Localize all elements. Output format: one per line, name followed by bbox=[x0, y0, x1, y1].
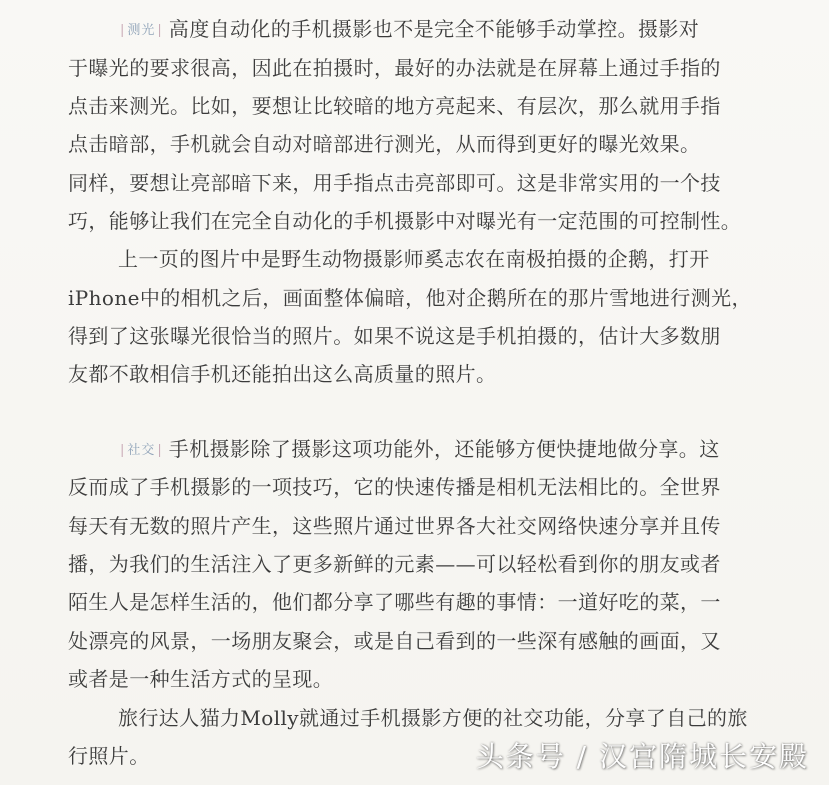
paragraph-line: 点击暗部，手机就会自动对暗部进行测光，从而得到更好的曝光效果。 bbox=[68, 132, 701, 156]
paragraph-line: 巧，能够让我们在完全自动化的手机摄影中对曝光有一定范围的可控制性。 bbox=[68, 209, 742, 233]
watermark: 头条号 / 汉宫隋城长安殿 bbox=[475, 740, 809, 773]
paragraph-line: iPhone中的相机之后，画面整体偏暗，他对企鹅所在的那片雪地进行测光， bbox=[68, 286, 752, 310]
paragraph-line: 反而成了手机摄影的一项技巧，它的快速传播是相机无法相比的。全世界 bbox=[68, 475, 721, 499]
paragraph-line: 旅行达人猫力Molly就通过手机摄影方便的社交功能，分享了自己的旅 bbox=[118, 706, 748, 730]
paragraph-line: 得到了这张曝光很恰当的照片。如果不说这是手机拍摄的，估计大多数朋 bbox=[68, 324, 721, 348]
section-tag-social-label: 社交 bbox=[127, 443, 156, 458]
section-tag-metering-label: 测光 bbox=[127, 23, 156, 38]
paragraph-line: 上一页的图片中是野生动物摄影师奚志农在南极拍摄的企鹅，打开 bbox=[118, 247, 710, 271]
paragraph-line: 或者是一种生活方式的呈现。 bbox=[68, 667, 334, 691]
paragraph-line: 播，为我们的生活注入了更多新鲜的元素——可以轻松看到你的朋友或者 bbox=[68, 552, 721, 576]
paragraph-line: 处漂亮的风景，一场朋友聚会，或是自己看到的一些深有感触的画面，又 bbox=[68, 629, 721, 653]
paragraph-line: 每天有无数的照片产生，这些照片通过世界各大社交网络快速分享并且传 bbox=[68, 514, 721, 538]
paragraph-line: 陌生人是怎样生活的，他们都分享了哪些有趣的事情：一道好吃的菜，一 bbox=[68, 590, 721, 614]
section-tag-metering: | 测光 | bbox=[120, 23, 163, 38]
paragraph-line: 同样，要想让亮部暗下来，用手指点击亮部即可。这是非常实用的一个技 bbox=[68, 171, 721, 195]
paragraph-line: 行照片。 bbox=[68, 744, 150, 768]
paragraph-line: 点击来测光。比如，要想让比较暗的地方亮起来、有层次，那么就用手指 bbox=[68, 94, 721, 118]
paragraph-line: 友都不敢相信手机还能拍出这么高质量的照片。 bbox=[68, 362, 497, 386]
paragraph-line: 手机摄影除了摄影这项功能外，还能够方便快捷地做分享。这 bbox=[168, 437, 720, 461]
section-social-first-line bbox=[118, 434, 748, 466]
section-tag-social: | 社交 | bbox=[120, 443, 163, 458]
paragraph-line: 于曝光的要求很高，因此在拍摄时，最好的办法就是在屏幕上通过手指的 bbox=[68, 56, 721, 80]
section-metering-first-line bbox=[118, 14, 748, 46]
paragraph-line: 高度自动化的手机摄影也不是完全不能够手动掌控。摄影对 bbox=[168, 17, 700, 41]
